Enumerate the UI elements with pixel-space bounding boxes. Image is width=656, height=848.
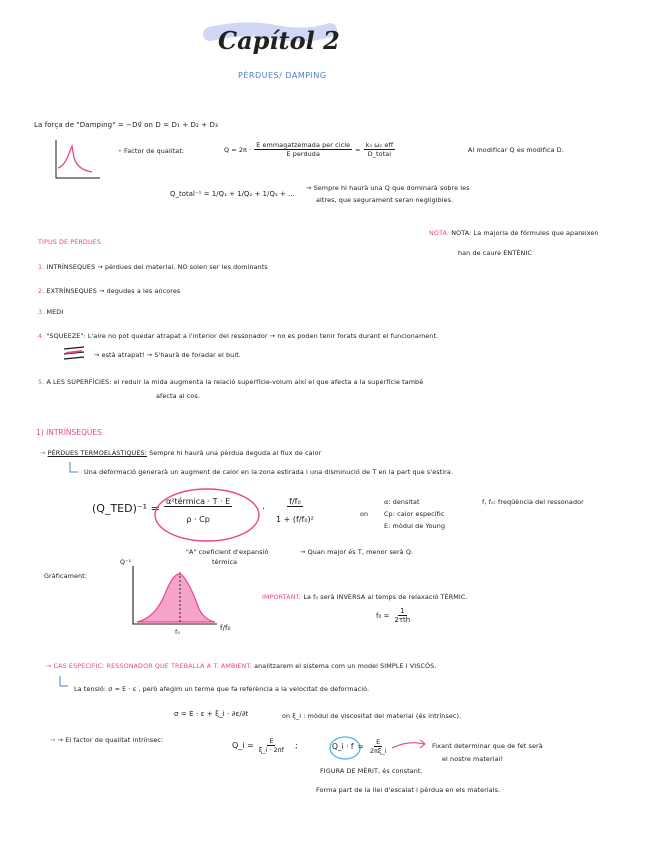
page-subtitle: PÈRDUES/ DAMPING	[238, 71, 327, 80]
note-line-1: NOTA: NOTA: La majoria de fórmules que apareixen	[429, 229, 599, 237]
qf-arrow	[390, 738, 430, 752]
qf-note-1: Fixant determinar que de fet serà	[432, 742, 543, 750]
q-total-note-2: altres, que segurament seran negligibles.	[316, 196, 454, 204]
squeeze-plates-sketch	[62, 345, 88, 363]
type-item-2: 2. EXTRÍNSEQUES → degudes a les ancores	[38, 287, 181, 295]
graph-x-label: f/f₀	[220, 624, 231, 632]
types-heading: TIPUS DE PÈRDUES	[38, 238, 102, 246]
def-freq: f, f₀: freqüència del ressonador	[482, 498, 584, 506]
def-density: α: densitat	[384, 498, 420, 506]
alpha-note-3: → Quan major és T, menor serà Q.	[300, 548, 414, 556]
f0-formula: f₀ = $\frac{1}{\text{2τth}}$	[376, 607, 411, 624]
tensio-line: La tensió: σ = E · ε , però afegim un terme que fa referència a la velocitat de deformació.	[74, 685, 370, 693]
qted-label: (Q_TED)⁻¹ =	[92, 502, 160, 515]
type-item-4-sub: → està atrapat! → S'haurà de foradar el buit.	[94, 351, 241, 359]
qf-formula: Q_i · f = $\frac{E}{2\pi\xi\_i}$	[332, 738, 387, 755]
q-total-note-1: → Sempre hi haurà una Q que dominarà sobre les	[306, 184, 470, 192]
note-line-2: han de caure ENTÈNIC	[458, 249, 532, 257]
damping-curve-sketch	[52, 138, 102, 183]
qted-mult: ·	[262, 504, 266, 515]
important-line: IMPORTANT: La f₀ serà INVERSA al temps de relaxació TÈRMIC.	[262, 593, 468, 601]
qi-label: → → El factor de qualitat intrínsec:	[50, 736, 164, 744]
sigma-formula: σ = E · ε + ξ_i · ∂ε/∂t	[174, 710, 249, 718]
qf-note-2: el nostre material!	[442, 755, 504, 763]
termoelastic-sub: Una deformació generarà un augment de calor en la zona estirada i una disminució de T en la part que s'estira.	[84, 468, 454, 476]
quality-factor-label: • Factor de qualitat:	[118, 147, 185, 155]
page-title: Capítol 2	[218, 26, 340, 55]
q-note: Al modificar Q es modifica D.	[468, 146, 564, 154]
qted-fraction-2: $\frac{\text{f/f₀}}{\text{1 + (f/f₀)²}}$	[276, 497, 314, 524]
type-item-4: 4. "SQUEEZE": L'aire no pot quedar atrapat a l'interior del ressonador → no es poden tenir forats durant el funcionament.	[38, 332, 439, 340]
q-total-formula: Q_total⁻¹ = 1/Q₁ + 1/Q₂ + 1/Q₃ + …	[170, 190, 295, 198]
alpha-note-1: "A" coeficient d'expansió	[186, 548, 269, 556]
type-item-5: 5. A LES SUPERFÍCIES: el reduir la mida augmenta la relació superfície-volum així el que afecta a la superfície també	[38, 378, 424, 386]
type-item-5-sub: afecta al cos.	[156, 392, 200, 400]
qted-fraction-1: $\frac{\text{α²térmica · T · E}}{\rho \cdot Cp}$	[166, 497, 231, 524]
section-1-heading: 1) INTRÍNSEQUES	[36, 428, 102, 437]
thermoelastic-peak-graph	[125, 564, 225, 634]
q-formula: Q = 2π · $\frac{\text{E emmagatzemada per cicle}}{\text{E perduda}}$ = $\frac{\text{k₀ ω₀ eff}}{\text{D\_total}}$	[224, 141, 394, 158]
qi-formula: Q_i = $\frac{E}{\xi\_i \cdot 2\pi f}$ ;	[232, 737, 298, 754]
graph-y-label: Q⁻¹	[120, 558, 132, 566]
type-item-1: 1. INTRÍNSEQUES → pèrdues del material. NO solen ser les dominants	[38, 263, 268, 271]
def-cp: Cp: calor específic	[384, 510, 445, 518]
damping-force-line: La força de "Damping" = −Dv⃗ on D = D₁ + D₂ + D₃	[34, 121, 218, 129]
sub-arrow	[68, 462, 80, 476]
def-young: E: mòdul de Young	[384, 522, 446, 530]
forma-line: Forma part de la llei d'escalat i pèrdua en els materials.	[316, 786, 501, 794]
alpha-note-2: tèrmica	[212, 558, 238, 566]
merit-line: FIGURA DE MÈRIT, és constant.	[320, 767, 423, 775]
qted-on: on	[360, 510, 369, 518]
graph-label: Gràficament:	[44, 572, 88, 580]
sub-arrow-2	[58, 676, 70, 690]
sigma-on: on ξ_i : mòdul de viscositat del material (és intrínsec).	[282, 712, 462, 720]
graph-x0-label: f₀	[175, 628, 181, 636]
cas-especific-line: → CAS ESPECÍFIC: RESSONADOR QUE TREBALLA A T. AMBIENT: analitzarem el sistema com un model SIMPLE i VISCÓS.	[46, 662, 437, 670]
type-item-3: 3. MEDI	[38, 308, 64, 316]
termoelastic-bullet: → PÈRDUES TERMOELÀSTIQUES: Sempre hi haurà una pèrdua deguda al flux de calor	[40, 449, 322, 457]
